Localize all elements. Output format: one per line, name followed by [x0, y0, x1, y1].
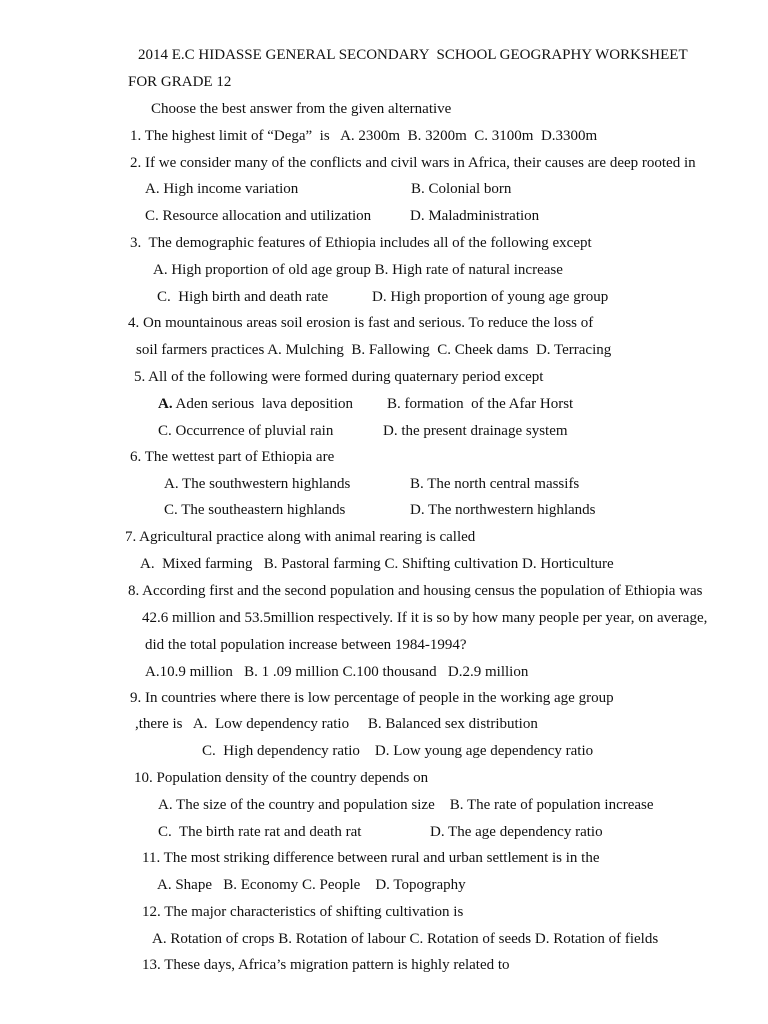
question-11-options: A. Shape B. Economy C. People D. Topography [157, 877, 466, 893]
question-2-option-a: A. High income variation [145, 181, 299, 197]
question-5-option-a [158, 397, 353, 412]
instruction-text: Choose the best answer from the given alternative [151, 101, 452, 117]
question-7: 7. Agricultural practice along with animal rearing is called [125, 529, 476, 545]
question-7-options: A. Mixed farming B. Pastoral farming C. Shifting cultivation D. Horticulture [140, 556, 614, 572]
question-9-continued: ,there is A. Low dependency ratio B. Balanced sex distribution [135, 716, 538, 732]
question-9-options-cd: C. High dependency ratio D. Low young age dependency ratio [202, 743, 594, 759]
question-3: 3. The demographic features of Ethiopia includes all of the following except [130, 235, 592, 251]
question-10: 10. Population density of the country depends on [134, 770, 429, 786]
question-10-option-d: D. The age dependency ratio [430, 824, 603, 840]
worksheet-grade: FOR GRADE 12 [128, 74, 232, 90]
question-5-option-a-letter: A. [158, 396, 173, 412]
question-13: 13. These days, Africa’s migration pattern is highly related to [142, 957, 510, 973]
question-6: 6. The wettest part of Ethiopia are [130, 449, 335, 465]
question-6-option-d: D. The northwestern highlands [410, 502, 596, 518]
question-5-option-d: D. the present drainage system [383, 423, 568, 439]
question-6-option-a: A. The southwestern highlands [164, 476, 351, 492]
question-12-options: A. Rotation of crops B. Rotation of labour C. Rotation of seeds D. Rotation of fields [152, 931, 659, 947]
question-6-option-c: C. The southeastern highlands [164, 502, 346, 518]
question-11: 11. The most striking difference between rural and urban settlement is in the [142, 850, 600, 866]
question-4-continued: soil farmers practices A. Mulching B. Fallowing C. Cheek dams D. Terracing [136, 342, 612, 358]
question-5: 5. All of the following were formed during quaternary period except [134, 369, 544, 385]
question-2-option-d: D. Maladministration [410, 208, 540, 224]
question-8-options: A.10.9 million B. 1 .09 million C.100 thousand D.2.9 million [145, 664, 529, 680]
question-10-option-c: C. The birth rate rat and death rat [158, 824, 362, 840]
question-8-continued-2: did the total population increase between 1984-1994? [145, 637, 467, 653]
question-5-option-a-text: Aden serious lava deposition [172, 396, 353, 412]
question-2: 2. If we consider many of the conflicts and civil wars in Africa, their causes are deep rooted in [130, 155, 696, 171]
question-10-options-ab: A. The size of the country and population size B. The rate of population increase [158, 797, 654, 813]
question-3-option-d: D. High proportion of young age group [372, 289, 609, 305]
question-3-option-c: C. High birth and death rate [157, 289, 329, 305]
question-6-option-b: B. The north central massifs [410, 476, 580, 492]
question-4: 4. On mountainous areas soil erosion is fast and serious. To reduce the loss of [128, 315, 594, 331]
question-2-option-c: C. Resource allocation and utilization [145, 208, 372, 224]
question-1: 1. The highest limit of “Dega” is A. 2300m B. 3200m C. 3100m D.3300m [130, 128, 598, 144]
question-5-option-b: B. formation of the Afar Horst [387, 396, 574, 412]
question-2-option-b: B. Colonial born [411, 181, 512, 197]
question-8-continued-1: 42.6 million and 53.5million respectively. If it is so by how many people per year, on average, [142, 610, 708, 626]
question-9: 9. In countries where there is low percentage of people in the working age group [130, 690, 614, 706]
worksheet-title: 2014 E.C HIDASSE GENERAL SECONDARY SCHOOL GEOGRAPHY WORKSHEET [138, 47, 688, 63]
question-3-options-ab: A. High proportion of old age group B. High rate of natural increase [153, 262, 563, 278]
question-5-option-c: C. Occurrence of pluvial rain [158, 423, 334, 439]
question-12: 12. The major characteristics of shifting cultivation is [142, 904, 464, 920]
question-8: 8. According first and the second population and housing census the population of Ethiopia was [128, 583, 703, 599]
